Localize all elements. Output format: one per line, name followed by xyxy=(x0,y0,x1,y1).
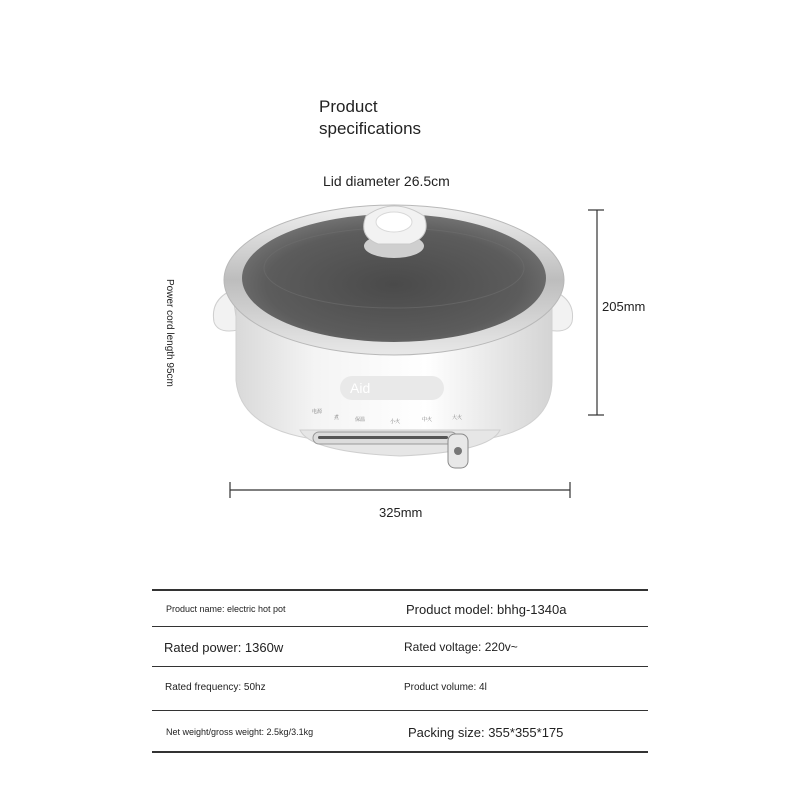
height-label: 205mm xyxy=(602,299,646,314)
rated-power: Rated power: 1360w xyxy=(164,640,284,655)
control-label-power: 电源 xyxy=(312,409,323,415)
control-label-low: 小火 xyxy=(390,419,401,425)
control-label-high: 大火 xyxy=(452,415,463,421)
product-model: Product model: bhhg-1340a xyxy=(406,602,567,617)
width-label: 325mm xyxy=(379,505,423,520)
packing-size: Packing size: 355*355*175 xyxy=(408,725,564,740)
table-rule xyxy=(152,589,648,591)
net-gross-weight: Net weight/gross weight: 2.5kg/3.1kg xyxy=(166,727,314,737)
control-label-warm: 保温 xyxy=(355,417,366,423)
title-line-2: specifications xyxy=(319,119,422,138)
table-rule xyxy=(152,751,648,753)
table-rule xyxy=(152,626,648,627)
title-line-1: Product xyxy=(319,97,378,116)
height-dimension-line xyxy=(588,210,604,415)
brand-text: Aid xyxy=(350,380,371,396)
control-label-cook: 煮 xyxy=(334,415,340,421)
control-label-medium: 中火 xyxy=(422,417,433,423)
table-rule xyxy=(152,666,648,667)
table-rule xyxy=(152,710,648,711)
width-dimension-line xyxy=(230,482,570,498)
product-volume: Product volume: 4l xyxy=(404,682,487,693)
lid-diameter-label: Lid diameter 26.5cm xyxy=(323,173,450,189)
rated-frequency: Rated frequency: 50hz xyxy=(165,682,266,693)
cord-length-label: Power cord length 95cm xyxy=(164,279,175,387)
product-name: Product name: electric hot pot xyxy=(166,604,286,614)
temperature-knob-icon xyxy=(448,434,468,468)
lid-knob xyxy=(364,206,426,258)
rated-voltage: Rated voltage: 220v~ xyxy=(404,640,518,654)
